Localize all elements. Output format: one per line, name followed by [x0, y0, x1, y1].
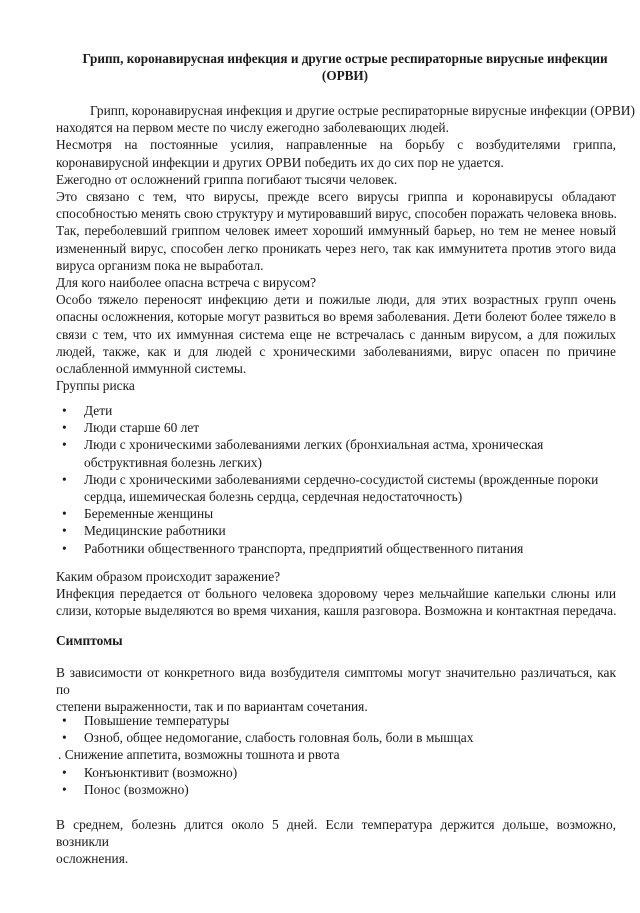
symptoms-list-2 — [62, 764, 612, 798]
paragraph-4-line-1: Это связано с тем, что вирусы, прежде всего вирусы гриппа и коронавирусы обладают — [56, 189, 616, 205]
symptoms-section — [56, 632, 616, 649]
list-item: • Понос (возможно) — [62, 782, 189, 798]
list-item: • Беременные женщины — [62, 506, 214, 522]
bullet-icon: • — [62, 506, 67, 522]
paragraph-2-line-1: Несмотря на постоянные усилия, направленные на борьбу с возбудителями гриппа, — [56, 137, 616, 153]
symptoms-line-2: степени выраженности, так и по вариантам сочетания. — [56, 699, 368, 715]
paragraph-2-line-2: коронавирусной инфекции и других ОРВИ победить их до сих пор не удается. — [56, 154, 504, 170]
page-title — [60, 50, 630, 84]
list-item: • Работники общественного транспорта, предприятий общественного питания — [62, 540, 524, 556]
list-item: • Дети — [62, 403, 113, 418]
paragraph-1-line-1: Грипп, коронавирусная инфекция и другие острые респираторные вирусные инфекции (ОРВИ) — [90, 103, 635, 118]
title-line-1: Грипп, коронавирусная инфекция и другие острые респираторные вирусные инфекции — [82, 51, 608, 66]
list-item: • Повышение температуры — [62, 713, 230, 728]
bullet-icon: • — [62, 403, 67, 418]
paragraph-5-line-2: измененный вирус, способен легко проникать через него, так как иммунитета против этого вида — [56, 240, 616, 256]
list-item: • Конъюнктивит (возможно) — [62, 765, 238, 780]
paragraph-4-line-2: способностью менять свою структуру и мутировавший вирус, способен поражать человека вновь. — [56, 206, 617, 222]
conclusion-line-2: осложнения. — [56, 851, 129, 867]
bullet-icon: • — [62, 523, 67, 539]
infection-line-1: Инфекция передается от больного человека здоровому через мельчайшие капельки слюны или — [56, 586, 616, 602]
symptoms-line-1: В зависимости от конкретного вида возбудителя симптомы могут значительно различаться, как по — [56, 665, 616, 698]
risk-groups-heading: Группы риска — [56, 378, 135, 394]
symptoms-intro — [56, 664, 616, 716]
bullet-icon: • — [62, 765, 67, 780]
bullet-icon: • — [62, 437, 67, 453]
paragraph-1-line-2: находятся на первом месте по числу ежегодно заболевающих людей. — [56, 120, 449, 136]
symptoms-heading: Симптомы — [56, 633, 123, 648]
infection-question: Каким образом происходит заражение? — [56, 569, 281, 584]
list-item: • Люди с хроническими заболеваниями сердечно-сосудистой системы (врожденные пороки сердца, ишемическая болезнь сердца, сердечная недостаточность) — [62, 471, 599, 505]
list-item: • Озноб, общее недомогание, слабость головная боль, боли в мышцах — [62, 730, 474, 746]
paragraph-5-line-1: Так, переболевший гриппом человек имеет хороший иммунный барьер, но тем не менее новый — [56, 223, 616, 239]
conclusion-section — [56, 816, 616, 868]
paragraph-6-line-1: Особо тяжело переносят инфекцию дети и пожилые люди, для этих возрастных групп очень — [56, 292, 616, 308]
bullet-icon: • — [62, 471, 67, 487]
title-line-2: (ОРВИ) — [321, 68, 369, 83]
paragraph-6-line-5: ослабленной иммунной системы. — [56, 361, 247, 377]
symptoms-extra — [58, 746, 618, 763]
infection-section — [56, 568, 616, 620]
paragraph-6-line-4: людей, также, как и для людей с хроническими заболеваниями, вирус опасен по причине — [56, 343, 616, 359]
conclusion-line-1: В среднем, болезнь длится около 5 дней. Если температура держится дольше, возможно, возникли — [56, 817, 616, 850]
bullet-icon: • — [62, 420, 67, 436]
list-item: • Медицинские работники — [62, 523, 226, 539]
infection-line-2: слизи, которые выделяются во время чихания, кашля разговора. Возможна и контактная передача. — [56, 603, 617, 619]
list-item: • Люди с хроническими заболеваниями легких (бронхиальная астма, хроническая обструктивная болезнь легких) — [62, 437, 544, 470]
symptoms-extra-line: . Снижение аппетита, возможны тошнота и рвота — [58, 747, 340, 762]
bullet-icon: • — [62, 730, 67, 746]
bullet-icon: • — [62, 540, 67, 556]
paragraph-3: Ежегодно от осложнений гриппа погибают тысячи человек. — [56, 171, 398, 187]
risk-groups-list — [62, 402, 612, 557]
paragraph-6-line-3: связи с тем, что их иммунная система еще не встречалась с данным вирусом, а для пожилых — [56, 326, 616, 342]
list-item: • Люди старше 60 лет — [62, 420, 200, 436]
bullet-icon: • — [62, 782, 67, 798]
symptoms-list — [62, 712, 612, 746]
intro-section — [56, 102, 635, 394]
question-who-at-risk: Для кого наиболее опасна встреча с вирусом? — [56, 275, 317, 291]
bullet-icon: • — [62, 713, 67, 728]
paragraph-5-line-3: вируса организм пока не выработал. — [56, 257, 264, 273]
paragraph-6-line-2: опасны осложнения, которые могут развиться во время заболевания. Дети болеют более тяжело в — [56, 309, 616, 325]
